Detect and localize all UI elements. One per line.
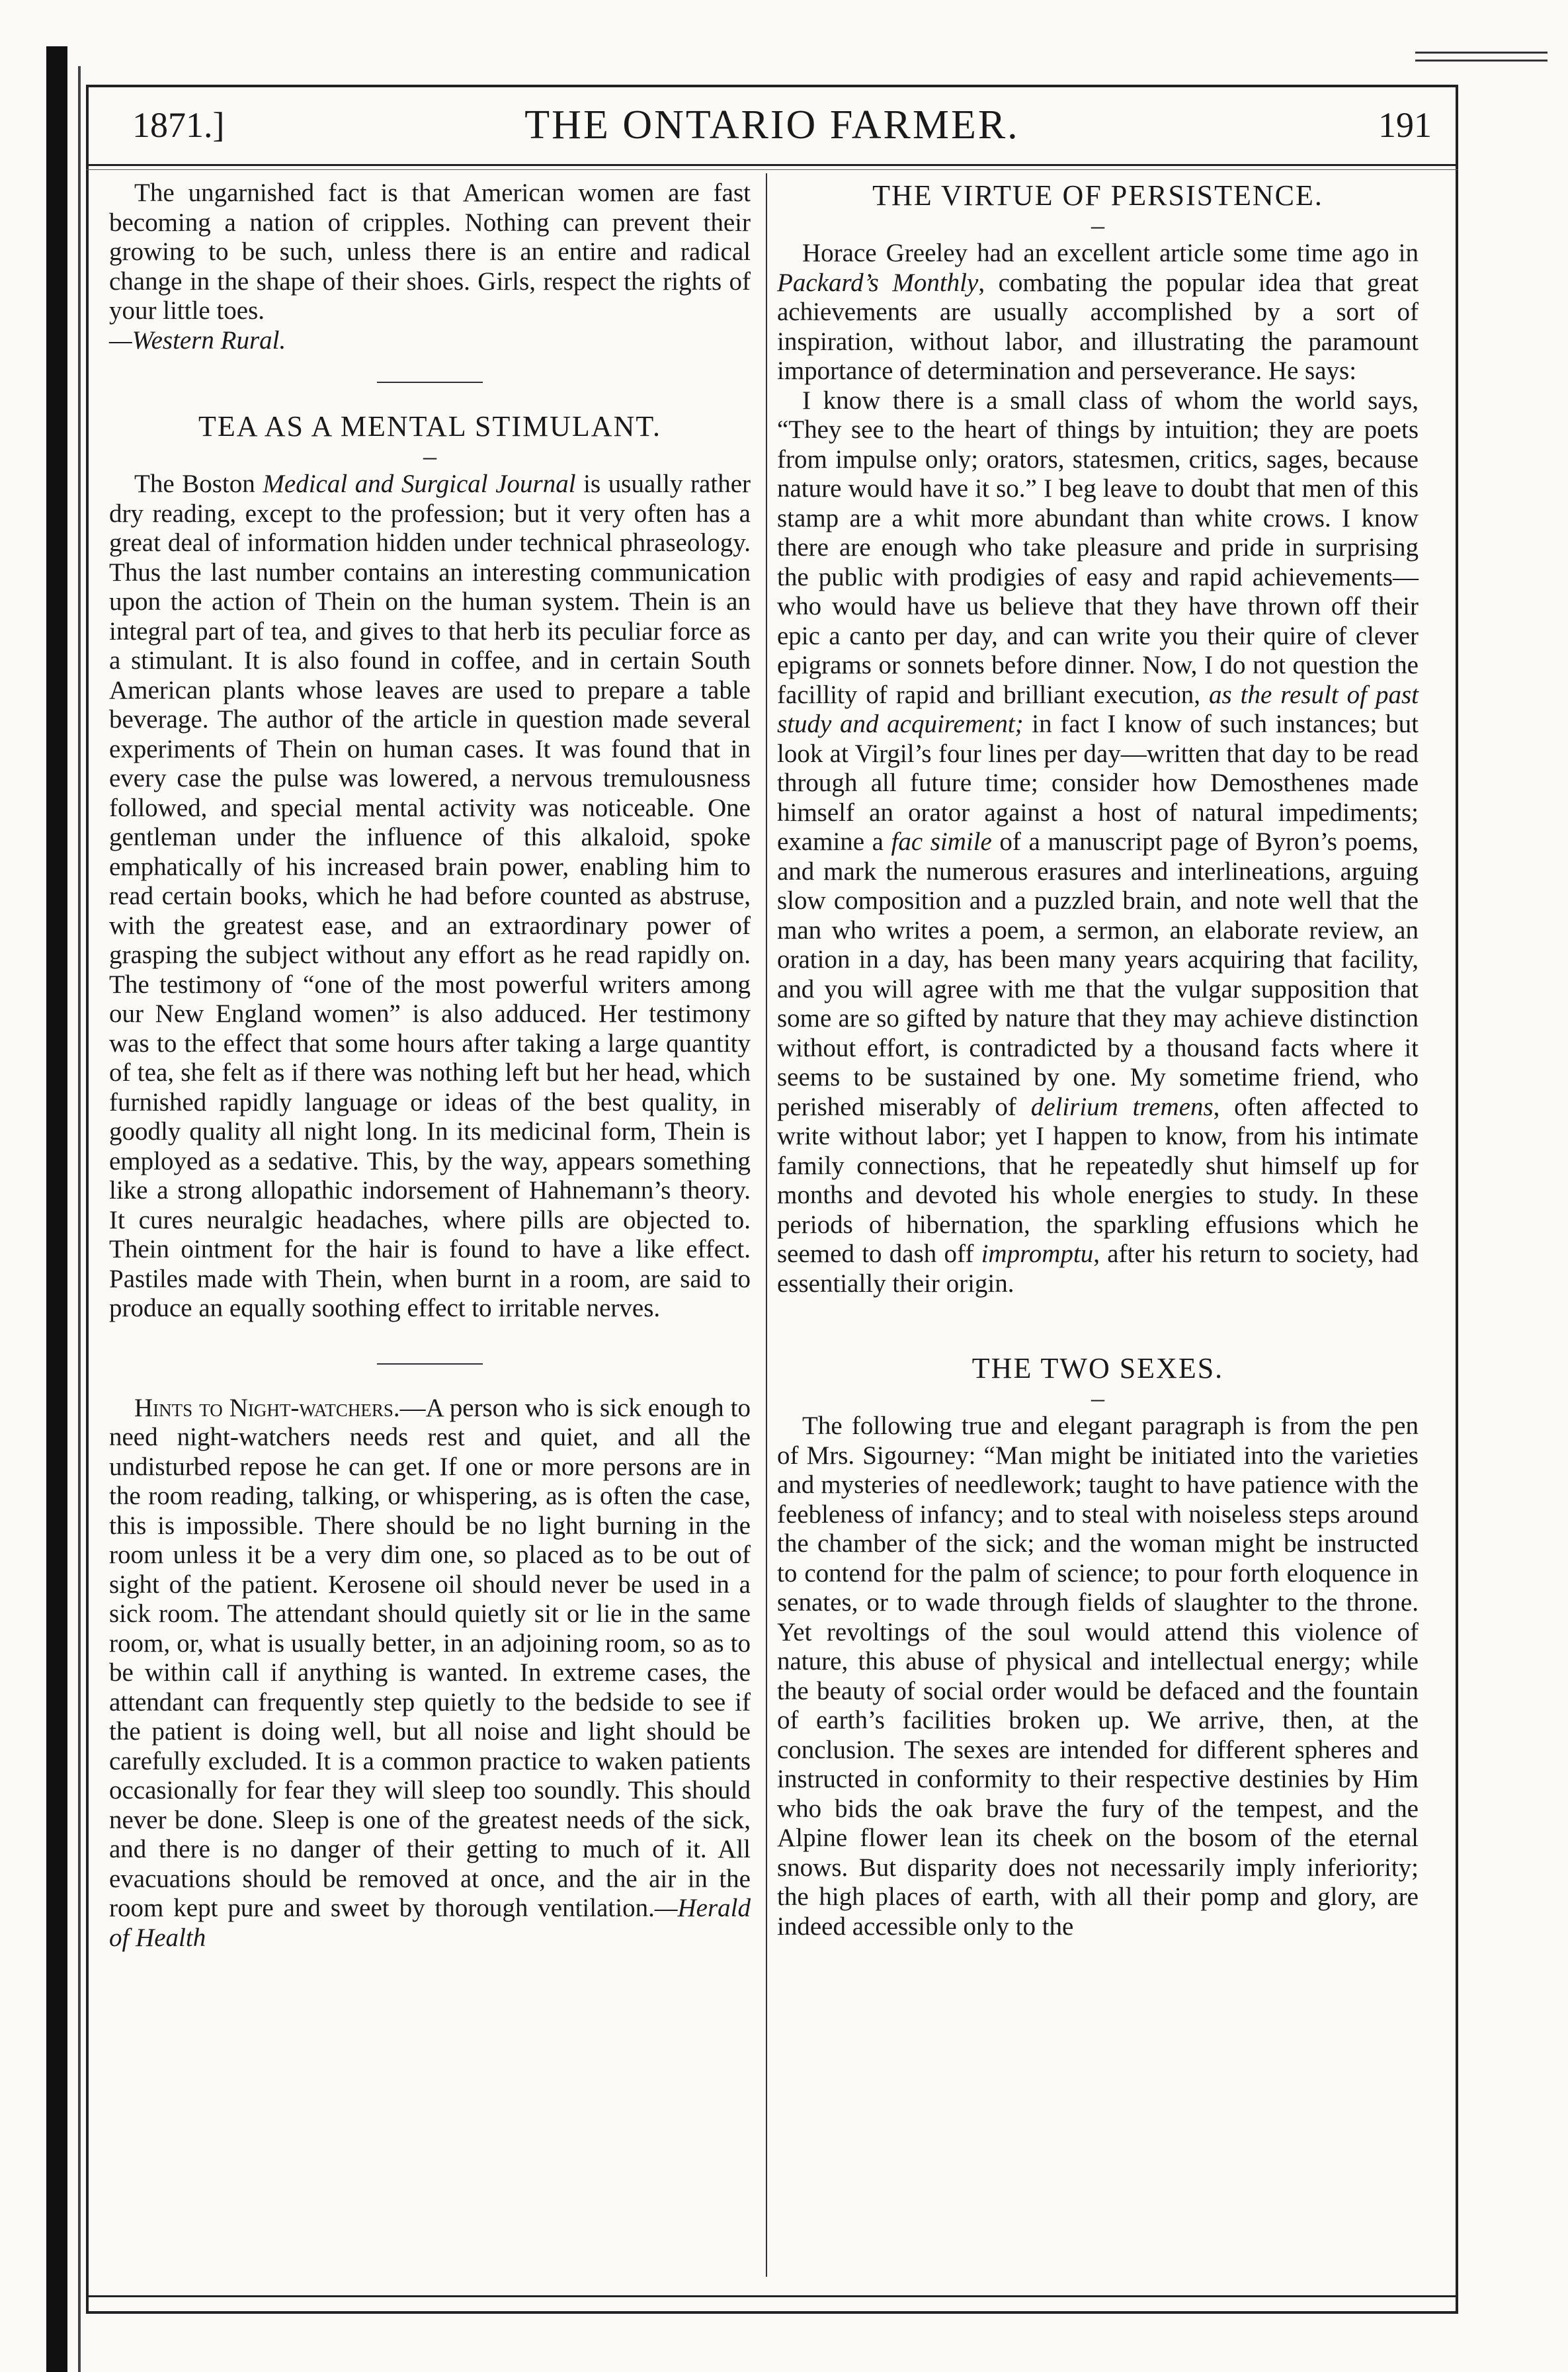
right-column <box>777 173 1419 2290</box>
binding-shadow <box>46 46 67 2372</box>
heading-dash: – <box>1091 210 1104 240</box>
hints-source: —Herald of Health <box>109 1894 751 1952</box>
header-title: THE ONTARIO FARMER. <box>524 103 1020 148</box>
column-divider <box>766 173 767 2277</box>
article-cripples-source: —Western Rural. <box>109 325 286 355</box>
sexes-heading: THE TWO SEXES. <box>971 1352 1224 1384</box>
sexes-article: The following true and elegant paragraph is from the pen of Mrs. Sigourney: “Man might be initiated into the varieties and mysteries of needlework; taught to have patience with the feebleness of infancy; and to steal with noiseless steps around the chamber of the sick; and the woman might be instructed to contend for the palm of science; to pour forth eloquence in senates, or to wade through fields of slaughter to the throne. Yet revoltings of the soul would attend this violence of nature, this abuse of physical and intellectual energy; while the beauty of social order would be defaced and the fountain of earth’s facilities broken up. We arrive, then, at the conclusion. The sexes are intended for different spheres and instructed in conformity to their respective destinies by Him who bids the oak brave the fury of the tempest, and the Alpine flower lean its cheek on the bosom of the eternal snows. But disparity does not necessarily imply inferiority; the high places of earth, with all their pomp and glory, are indeed accessible only to the <box>777 1412 1419 1941</box>
tea-heading: TEA AS A MENTAL STIMULANT. <box>198 410 661 443</box>
hints-lead: Hints to Night-watchers. <box>134 1393 400 1422</box>
header-year: 1871.] <box>132 105 225 145</box>
corner-rule <box>1415 52 1547 54</box>
bottom-rule <box>86 2295 1458 2297</box>
persistence-heading: THE VIRTUE OF PERSISTENCE. <box>872 179 1323 212</box>
page-header <box>86 99 1458 152</box>
header-page-number: 191 <box>1378 105 1432 145</box>
hints-article: Hints to Night-watchers.—A person who is sick enough to need night-watchers needs rest and quiet, and all the undisturbed repose he can get. If one or more persons are in the room reading, talking, or whispering, as is often the case, this is impossible. There should be no light burning in the room unless it be a very dim one, so placed as to be out of sight of the patient. Kerosene oil should never be used in a sick room. The attendant should quietly sit or lie in the same room, or, what is usually better, in an adjoining room, so as to be within call if anything is wanted. In extreme cases, the attendant can frequently step quietly to the bedside to see if the patient is doing well, but all noise and light should be carefully excluded. It is a common practice to waken patients occasionally for fear they will sleep too soundly. This should never be done. Sleep is one of the greatest needs of the sick, and there is no danger of their getting to much of it. All evacuations should be removed at once, and the air in the room kept pure and sweet by thorough ventilation.—Herald of Health <box>109 1393 751 1952</box>
left-column <box>109 173 751 2290</box>
binding-line <box>78 66 81 2372</box>
heading-dash: – <box>423 441 436 471</box>
header-rule <box>86 169 1458 170</box>
corner-rule <box>1415 60 1547 62</box>
persistence-body: I know there is a small class of whom the world says, “They see to the heart of things by intuition; they are poets from impulse only; orators, statesmen, critics, sages, because nature would have it so.” I beg leave to doubt that men of this stamp are a whit more abundant than white crows. I know there are enough who take pleasure and pride in surprising the public with prodigies of easy and rapid achievements—who would have us believe that they have thrown off their epic a canto per day, and can write you their quire of clever epigrams or sonnets before dinner. Now, I do not question the facillity of rapid and brilliant execution, as the result of past study and acquirement; in fact I know of such instances; but look at Virgil’s four lines per day—written that day to be read through all future time; consider how Demosthenes made himself an orator against a host of natural impediments; examine a fac simile of a manuscript page of Byron’s poems, and mark the numerous erasures and interlineations, arguing slow composition and a puzzled brain, and note well that the man who writes a poem, a sermon, an elaborate review, an oration in a day, has been many years acquiring that facility, and you will agree with me that the vulgar supposition that some are so gifted by nature that they may achieve distinction without effort, is contradicted by a thousand facts where it seems to be sustained by one. My sometime friend, who perished miserably of delirium tremens, often affected to write without labor; yet I happen to know, from his intimate family connections, that he repeatedly shut himself up for months and devoted his whole energies to study. In these periods of hibernation, the sparkling effusions which he seemed to dash off impromptu, after his return to society, had essentially their origin. <box>777 386 1419 1298</box>
article-cripples: The ungarnished fact is that American women are fast becoming a nation of cripples. Nothing can prevent their growing to be such, unless there is an entire and radical change in the shape of their shoes. Girls, respect the rights of your little toes. <box>109 179 751 325</box>
tea-article: The Boston Medical and Surgical Journal is usually rather dry reading, except to the profession; but it very often has a great deal of information hidden under technical phraseology. Thus the last number contains an interesting communication upon the action of Thein on the human system. Thein is an integral part of tea, and gives to that herb its peculiar force as a stimulant. It is also found in coffee, and in certain South American plants whose leaves are used to prepare a table beverage. The author of the article in question made several experiments of Thein on human cases. It was found that in every case the pulse was lowered, a nervous tremulousness followed, and special mental activity was noticeable. One gentleman under the influence of this alkaloid, spoke emphatically of his increased brain power, enabling him to read certain books, which he had before counted as abstruse, with the greatest ease, and an extraordinary power of grasping the subject without any effort as he read rapidly on. The testimony of “one of the most powerful writers among our New England women” is also adduced. Her testimony was to the effect that some hours after taking a large quantity of tea, she felt as if there was nothing left but her head, which furnished rapidly language or ideas of the best quality, in goodly quality all night long. In its medicinal form, Thein is employed as a sedative. This, by the way, appears something like a strong allopathic indorsement of Hahnemann’s theory. It cures neuralgic headaches, where pills are objected to. Thein ointment for the hair is found to have a like effect. Pastiles made with Thein, when burnt in a room, are said to produce an equally soothing effect to irritable nerves. <box>109 470 751 1322</box>
header-rule <box>86 164 1458 166</box>
heading-dash: – <box>1091 1383 1104 1413</box>
persistence-intro: Horace Greeley had an excellent article some time ago in Packard’s Monthly, combating the popular idea that great achievements are usually accomplished by a sort of inspiration, without labor, and illustrating the paramount importance of determination and perseverance. He says: <box>777 239 1419 385</box>
